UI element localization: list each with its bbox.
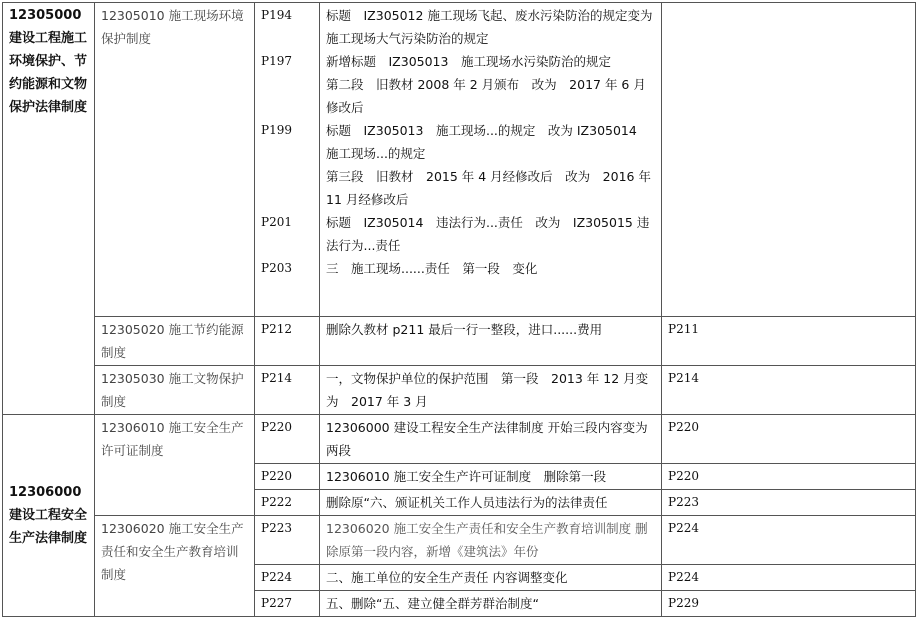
page-cell [255, 516, 320, 565]
reference-page: P223 [668, 495, 699, 509]
change-text: 一，文物保护单位的保护范围 第一段 2013 年 12 月变为 2017 年 3 月 [326, 371, 649, 409]
reference-page: P224 [668, 521, 699, 535]
section-cell [95, 366, 255, 415]
page-number: P201 [261, 215, 292, 229]
table-row [3, 415, 916, 464]
page-cell [255, 490, 320, 516]
reference-cell [662, 591, 916, 617]
chapter-label: 12305000 建设工程施工环境保护、节约能源和文物保护法律制度 [9, 8, 88, 115]
change-text: 五、删除“五、建立健全群芳群治制度“ [326, 596, 539, 611]
change-text: 标题 IZ305013 施工现场...的规定 改为 IZ305014 施工现场...的规定 [326, 123, 650, 161]
change-cell [320, 565, 662, 591]
reference-cell [662, 366, 916, 415]
reference-cell [662, 317, 916, 366]
change-cell [320, 317, 662, 366]
change-cell [320, 490, 662, 516]
table-row [3, 317, 916, 366]
change-text: 三 施工现场......责任 第一段 变化 [326, 261, 538, 276]
revision-table [2, 2, 916, 617]
reference-page: P220 [668, 469, 699, 483]
change-text: 12306010 施工安全生产许可证制度 删除第一段 [326, 469, 607, 484]
reference-cell [662, 415, 916, 464]
chapter-cell [3, 415, 95, 617]
chapter-label: 12306000 建设工程安全生产法律制度 [9, 485, 88, 546]
section-label: 12306010 施工安全生产许可证制度 [101, 420, 244, 458]
table-row [3, 366, 916, 415]
change-text: 标题 IZ305014 违法行为...责任 改为 IZ305015 违法行为...责任 [326, 215, 650, 253]
reference-cell [662, 464, 916, 490]
section-label: 12305030 施工文物保护制度 [101, 371, 244, 409]
change-cell [320, 464, 662, 490]
reference-page: P214 [668, 371, 699, 385]
page-number: P227 [261, 596, 292, 610]
reference-page: P211 [668, 322, 699, 336]
change-text: 标题 IZ305012 施工现场飞起、废水污染防治的规定变为 施工现场大气污染防治的规定 [326, 8, 665, 46]
page-number: P203 [261, 261, 292, 275]
reference-cell [662, 3, 916, 317]
change-text: 删除原“六、颁证机关工作人员违法行为的法律责任 [326, 495, 608, 510]
section-cell [95, 317, 255, 366]
change-text: 12306020 施工安全生产责任和安全生产教育培训制度 删除原第一段内容，新增《建筑法》年份 [326, 521, 648, 559]
page-number: P197 [261, 54, 292, 68]
section-label: 12306020 施工安全生产责任和安全生产教育培训制度 [101, 521, 244, 582]
reference-cell [662, 490, 916, 516]
table-row [3, 3, 916, 317]
table-row [3, 516, 916, 565]
chapter-cell [3, 3, 95, 415]
section-label: 12305010 施工现场环境保护制度 [101, 8, 244, 46]
reference-cell [662, 565, 916, 591]
page-number: P212 [261, 322, 292, 336]
page-cell [255, 591, 320, 617]
page-number: P214 [261, 371, 292, 385]
page-cell [255, 366, 320, 415]
change-cell [320, 415, 662, 464]
page-number: P199 [261, 123, 292, 137]
reference-page: P229 [668, 596, 699, 610]
page-number: P220 [261, 469, 292, 483]
page-cell [255, 415, 320, 464]
section-cell [95, 516, 255, 617]
change-text: 新增标题 IZ305013 施工现场水污染防治的规定 [326, 54, 611, 69]
page-number: P194 [261, 8, 292, 22]
section-label: 12305020 施工节约能源制度 [101, 322, 244, 360]
reference-cell [662, 516, 916, 565]
change-text: 第二段 旧教材 2008 年 2 月颁布 改为 2017 年 6 月修改后 [326, 77, 646, 115]
section-cell [95, 415, 255, 516]
page-number: P222 [261, 495, 292, 509]
reference-page: P224 [668, 570, 699, 584]
change-cell [320, 591, 662, 617]
reference-page: P220 [668, 420, 699, 434]
page-cell [255, 3, 320, 317]
page-cell [255, 464, 320, 490]
change-text: 二、施工单位的安全生产责任 内容调整变化 [326, 570, 568, 585]
page-number: P220 [261, 420, 292, 434]
change-text: 第三段 旧教材 2015 年 4 月经修改后 改为 2016 年 11 月经修改后 [326, 169, 651, 207]
change-cell [320, 366, 662, 415]
page-number: P223 [261, 521, 292, 535]
section-cell [95, 3, 255, 317]
page-number: P224 [261, 570, 292, 584]
page-cell [255, 317, 320, 366]
page-cell [255, 565, 320, 591]
change-text: 12306000 建设工程安全生产法律制度 开始三段内容变为两段 [326, 420, 648, 458]
change-cell [320, 3, 665, 317]
change-text: 删除久教材 p211 最后一行一整段，进口......费用 [326, 322, 603, 337]
change-cell [320, 516, 662, 565]
